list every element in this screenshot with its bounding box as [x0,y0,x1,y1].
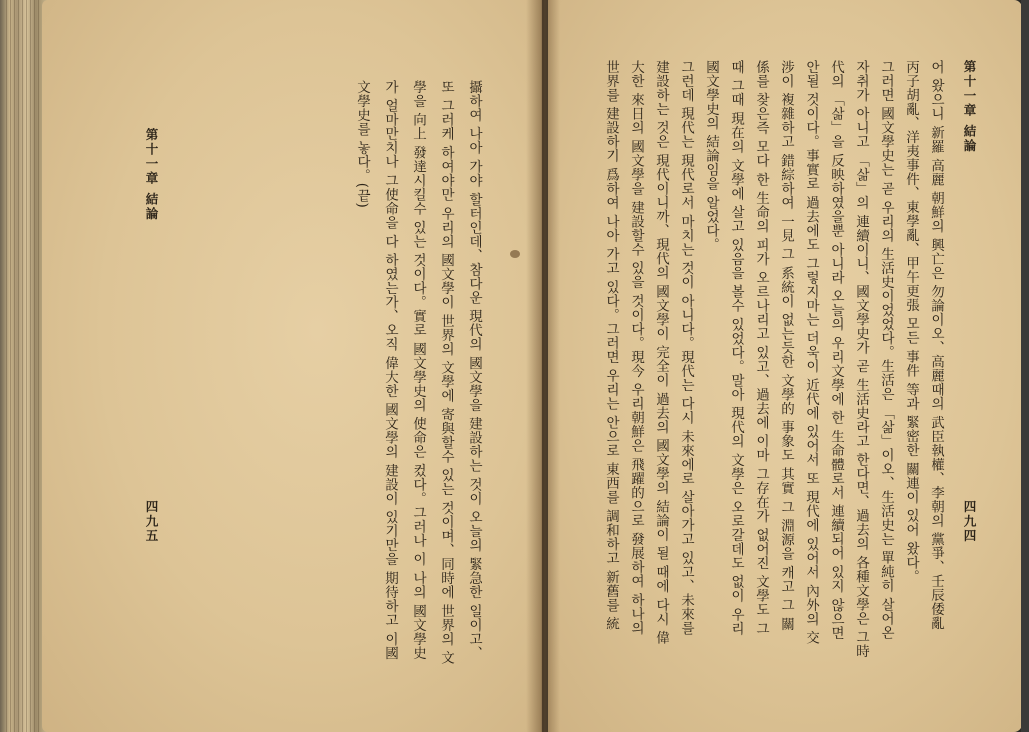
left-line-2: 또 그러케 하여야만 우리의 國文學이 世界의 文學에 寄與할수 있는 것이며、同時에 世界의 文 [438,80,454,665]
left-line-1: 攝하여 나아 가야 할터인데、참다운 現代의 國文學을 建設하는 것이 오늘의 緊急한 일이고、 [466,80,482,660]
right-line-12: 建設하는 것은 現代이니까、現代의 國文學이 完全이 過去의 國文學의 結論이 될 때에 다시 偉 [653,60,669,645]
right-line-2: 丙子胡亂、洋夷事件、東學亂、甲午更張 모든 事件 等과 緊密한 關連이 있어 왔다。 [903,60,919,584]
right-page [548,0,1022,732]
ink-smudge [510,250,520,258]
left-line-5: 文學史를 놓다。(끝) [354,80,370,209]
left-line-4: 가 얼마만치나 그使命을 다 하였는가、오직 偉大한 國文學의 建設이 있기만을 期待하고 이國 [382,80,398,660]
scan-border [1021,0,1029,732]
right-line-4: 자취가 아니고 「삶」의 連續이니、國文學史가 곧 生活史라고 한다면、過去의 各種文學은 그時 [853,60,869,659]
right-line-13: 大한 來日의 國文學을 建設할수 있을 것이다。現今 우리朝鮮은 飛躍的으로 發展하여 하나의 [628,60,644,636]
right-line-6: 안될 것이다。事實로 過去에도 그렇지마는 더욱이 近代에 있어서 또 現代에 있어서 內外의 交 [803,60,819,645]
right-page-number: 四九四 [962,500,977,544]
right-line-3: 그러면 國文學史는 곧 우리의 生活史이었었다。生活은 「삶」이오、生活史는 單純히 살어온 [878,60,894,640]
right-line-1: 어 왔으니 新羅 高麗 朝鮮의 興亡은 勿論이오、高麗때의 武臣執權、李朝의 黨爭、壬辰倭亂 [928,60,944,631]
right-line-11: 그런데 現代는 現代로서 마치는 것이 아니다。現代는 다시 未來에로 살아가고 있고、未來를 [678,60,694,636]
left-line-3: 學을 向上 發達시킬수 있는 것이다。實로 國文學史의 使命은 컸다。그러나 이 나의 國文學史 [410,80,426,660]
book-gutter [526,0,560,732]
right-line-10: 國文學史의 結論임을 알었다。 [703,60,719,252]
right-line-5: 代의 「삶」을 反映하였을뿐 아니라 오늘의 우리文學에 한 生命體로서 連續되어 있지 않으면 [828,60,844,640]
right-line-8: 係를 찾은즉 모다 한 生命의 피가 오르나리고 있고、過去에 이마 그存在가 없어진 文學도 그 [753,60,769,636]
left-page [42,0,542,732]
right-line-9: 때 그때 現在의 文學에 살고 있음을 볼수 있었다。말아 現代의 文學은 오로갈데도 없이 우리 [728,60,744,636]
book-edge [0,0,48,732]
right-line-14: 世界를 建設하기 爲하여 나아 가고 있다。그러면 우리는 안으로 東西를 調和하고 新舊를 統 [603,60,619,631]
right-page-header: 第十一章 結論 [962,60,977,154]
left-page-header: 第十一章 結論 [144,128,159,222]
right-line-7: 涉이 複雜하고 錯綜하여 一見 그 系統이 없는듯한 文學的 事象도 其實 그 淵源을 캐고 그 關 [778,60,794,632]
left-page-number: 四九五 [144,500,159,544]
